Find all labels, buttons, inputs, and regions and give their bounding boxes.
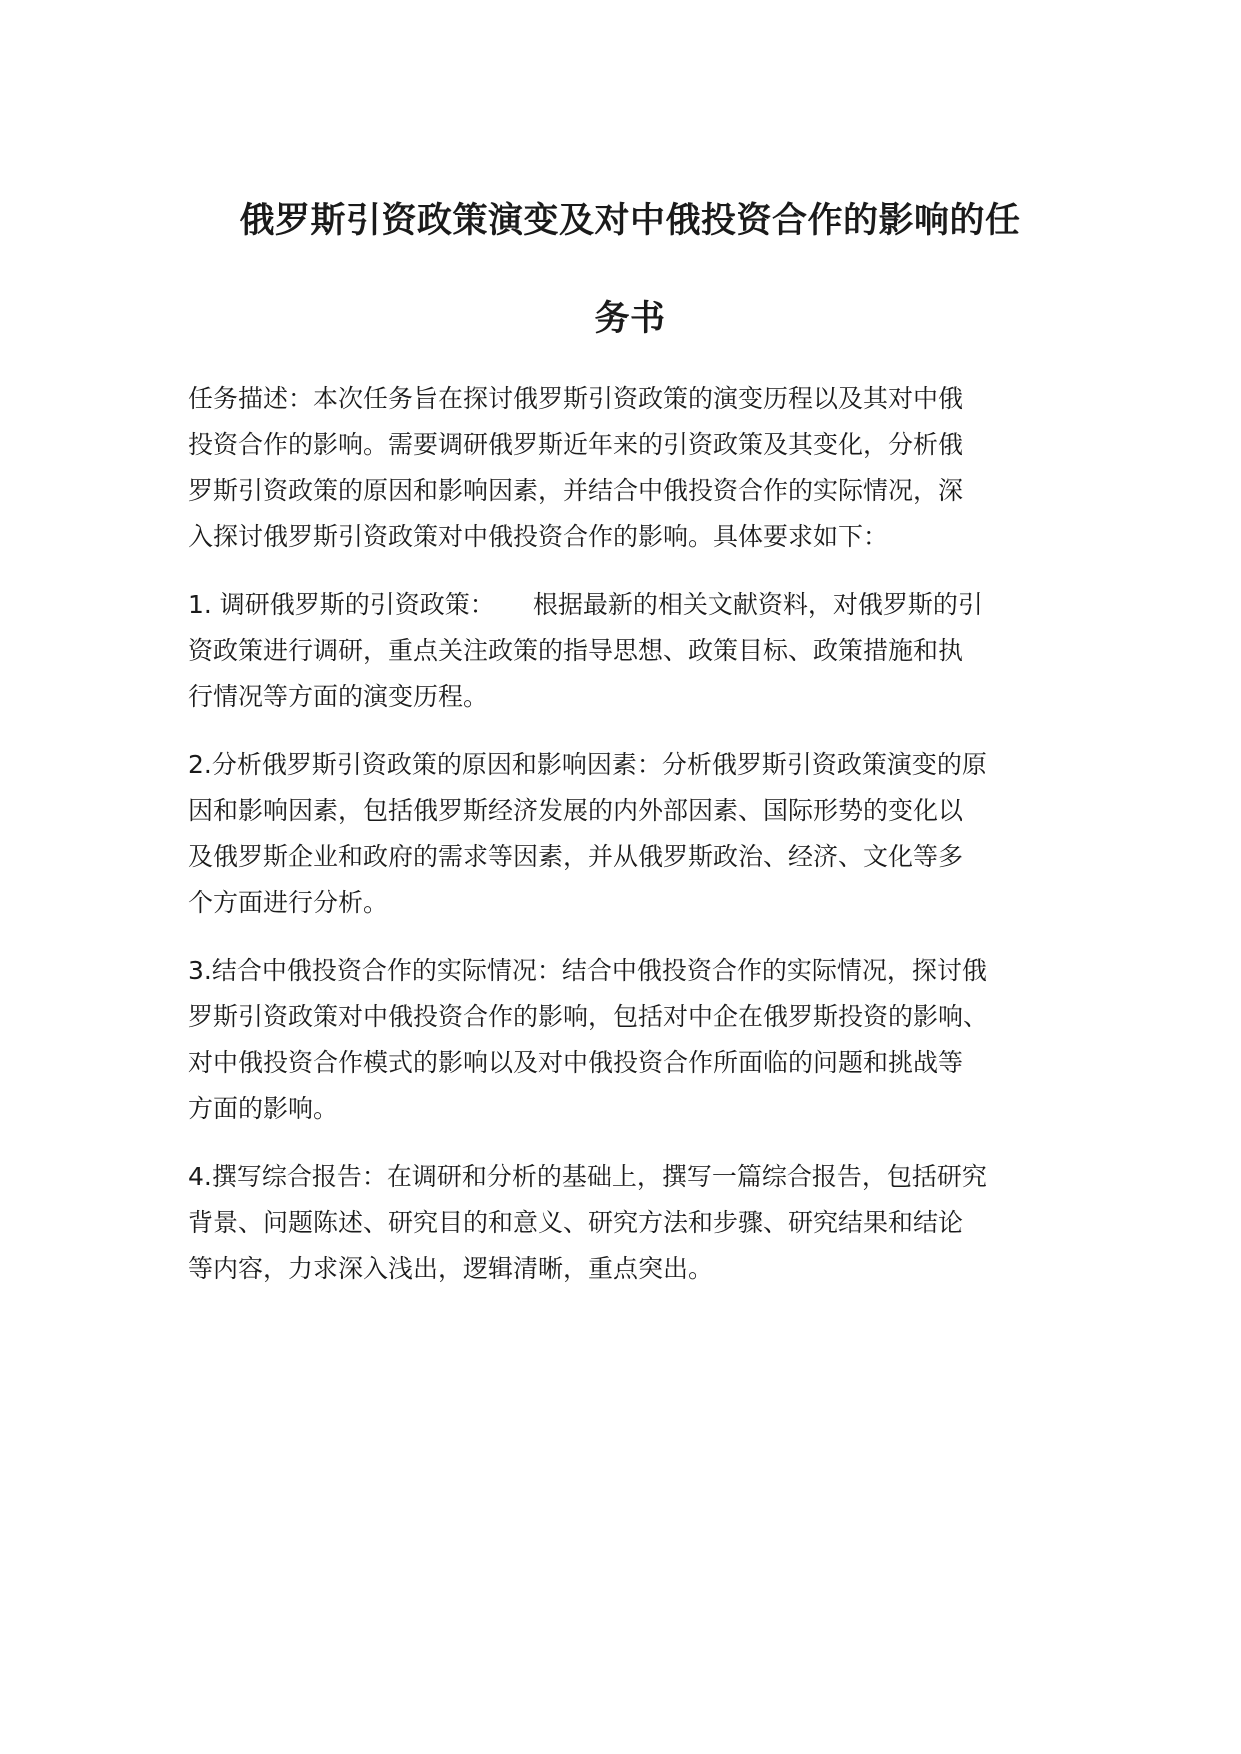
text-line: 入探讨俄罗斯引资政策对中俄投资合作的影响。具体要求如下： [188, 522, 889, 551]
text-line: 罗斯引资政策的原因和影响因素，并结合中俄投资合作的实际情况，深 [188, 476, 964, 505]
requirement-3-paragraph [188, 948, 1068, 1132]
text-line: 个方面进行分析。 [188, 888, 389, 917]
text-line: 等内容，力求深入浅出，逻辑清晰，重点突出。 [188, 1254, 714, 1283]
text-line: 2.分析俄罗斯引资政策的原因和影响因素：分析俄罗斯引资政策演变的原 [188, 750, 987, 779]
text-line: 背景、问题陈述、研究目的和意义、研究方法和步骤、研究结果和结论 [188, 1208, 964, 1237]
requirement-heading: 1. 调研俄罗斯的引资政策： [188, 590, 495, 619]
text-line: 罗斯引资政策对中俄投资合作的影响，包括对中企在俄罗斯投资的影响、 [188, 1002, 989, 1031]
title-line: 俄罗斯引资政策演变及对中俄投资合作的影响的任 [239, 201, 1021, 241]
requirement-text: 根据最新的相关文献资料，对俄罗斯的引 [532, 590, 983, 619]
requirement-2-paragraph [188, 742, 1068, 926]
text-line: 资政策进行调研，重点关注政策的指导思想、政策目标、政策措施和执 [188, 636, 964, 665]
title-line: 务书 [594, 299, 666, 339]
text-line: 因和影响因素，包括俄罗斯经济发展的内外部因素、国际形势的变化以 [188, 796, 964, 825]
text-line: 3.结合中俄投资合作的实际情况：结合中俄投资合作的实际情况，探讨俄 [188, 956, 987, 985]
requirement-4-paragraph [188, 1154, 1068, 1292]
text-line: 对中俄投资合作模式的影响以及对中俄投资合作所面临的问题和挑战等 [188, 1048, 964, 1077]
requirement-1-paragraph [188, 582, 1068, 720]
text-line: 方面的影响。 [188, 1094, 339, 1123]
document-title [200, 172, 1060, 368]
text-line: 投资合作的影响。需要调研俄罗斯近年来的引资政策及其变化，分析俄 [188, 430, 964, 459]
document-body [188, 376, 1068, 1314]
task-description-paragraph [188, 376, 1068, 560]
text-line [188, 582, 1068, 628]
text-line: 任务描述：本次任务旨在探讨俄罗斯引资政策的演变历程以及其对中俄 [188, 384, 964, 413]
text-line: 行情况等方面的演变历程。 [188, 682, 489, 711]
text-line: 及俄罗斯企业和政府的需求等因素，并从俄罗斯政治、经济、文化等多 [188, 842, 964, 871]
text-line: 4.撰写综合报告：在调研和分析的基础上，撰写一篇综合报告，包括研究 [188, 1162, 987, 1191]
